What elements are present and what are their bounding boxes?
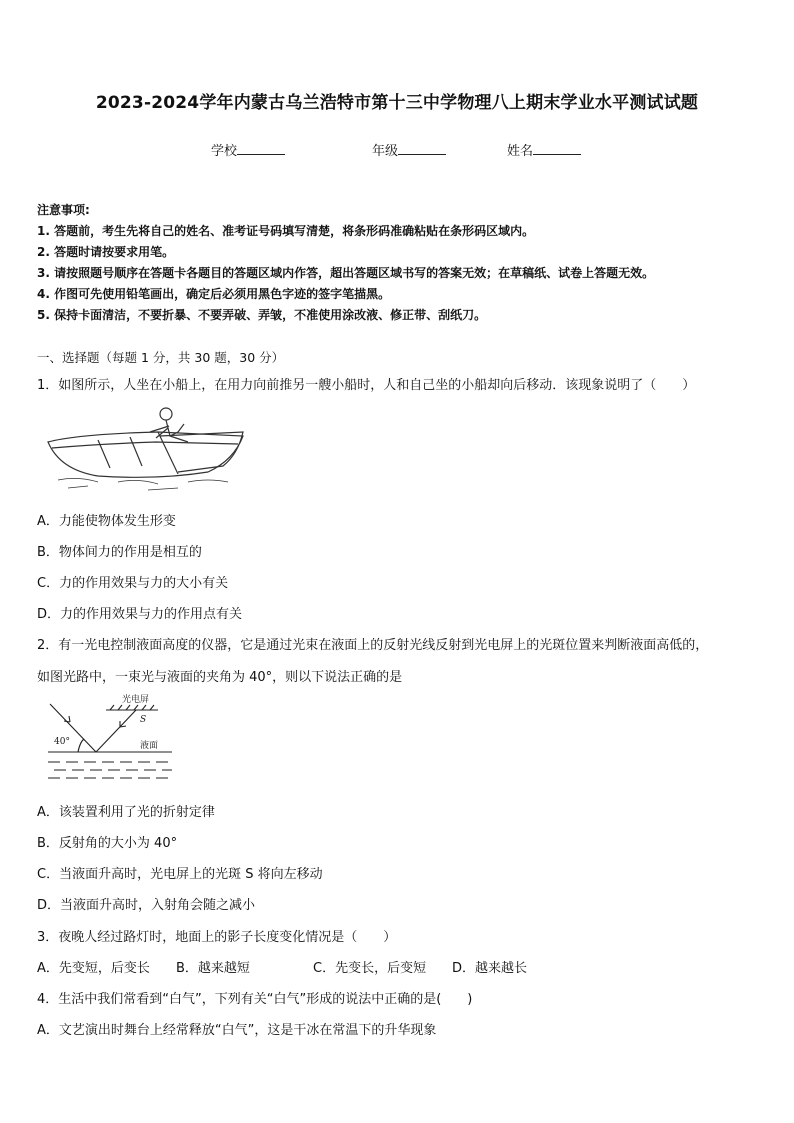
page-title: 2023-2024学年内蒙古乌兰浩特市第十三中学物理八上期末学业水平测试试题 — [95, 93, 699, 113]
name-blank[interactable] — [533, 142, 581, 155]
grade-field[interactable] — [372, 140, 446, 159]
name-field[interactable] — [507, 140, 581, 159]
screen-label: 光电屏 — [122, 695, 150, 705]
question-3-stem: 3．夜晚人经过路灯时，地面上的影子长度变化情况是（ ） — [37, 930, 397, 945]
question-3-option[interactable]: C．先变长，后变短 — [313, 961, 427, 976]
name-label: 姓名 — [507, 144, 534, 159]
question-1-option[interactable]: A．力能使物体发生形变 — [37, 514, 176, 529]
question-1-option[interactable]: C．力的作用效果与力的大小有关 — [37, 576, 229, 591]
question-1-option[interactable]: D．力的作用效果与力的作用点有关 — [37, 607, 243, 622]
notes-heading: 注意事项: — [37, 203, 90, 217]
question-2-stem-line-2: 如图光路中，一束光与液面的夹角为 40°，则以下说法正确的是 — [37, 670, 403, 685]
question-3-option[interactable]: A．先变短，后变长 — [37, 961, 150, 976]
note-item: 2. 答题时请按要求用笔。 — [37, 245, 175, 259]
angle-label: 40° — [54, 737, 70, 747]
question-1-stem: 1．如图所示，人坐在小船上，在用力向前推另一艘小船时，人和自己坐的小船却向后移动．该现象说明了（ ） — [37, 378, 696, 393]
note-item: 4. 作图可先使用铅笔画出，确定后必须用黑色字迹的签字笔描黑。 — [37, 287, 391, 301]
school-blank[interactable] — [237, 142, 285, 155]
question-3-option[interactable]: B．越来越短 — [176, 961, 250, 976]
boat-figure — [38, 402, 250, 494]
note-item: 5. 保持卡面清洁，不要折暴、不要弄破、弄皱，不准使用涂改液、修正带、刮纸刀。 — [37, 308, 487, 322]
question-2-option[interactable]: A．该装置利用了光的折射定律 — [37, 805, 215, 820]
grade-label: 年级 — [372, 144, 399, 159]
question-3-option[interactable]: D．越来越长 — [452, 961, 528, 976]
school-field[interactable] — [211, 140, 285, 159]
question-1-option[interactable]: B．物体间力的作用是相互的 — [37, 545, 202, 560]
question-2-option[interactable]: C．当液面升高时，光电屏上的光斑 S 将向左移动 — [37, 867, 323, 882]
school-label: 学校 — [211, 144, 238, 159]
question-2-option[interactable]: B．反射角的大小为 40° — [37, 836, 178, 851]
note-item: 3. 请按照题号顺序在答题卡各题目的答题区域内作答，超出答题区域书写的答案无效；在草稿纸、试卷上答题无效。 — [37, 266, 655, 280]
question-2-option[interactable]: D．当液面升高时，入射角会随之减小 — [37, 898, 256, 913]
question-4-option[interactable]: A．文艺演出时舞台上经常释放“白气”，这是干冰在常温下的升华现象 — [37, 1023, 437, 1038]
spot-label: S — [140, 715, 147, 725]
question-2-stem-line-1: 2．有一光电控制液面高度的仪器，它是通过光束在液面上的反射光线反射到光电屏上的光斑位置来判断液面高低的， — [37, 638, 709, 653]
section-heading: 一、选择题（每题 1 分，共 30 题，30 分） — [37, 350, 285, 365]
grade-blank[interactable] — [398, 142, 446, 155]
light-path-figure — [40, 690, 185, 790]
surface-label: 液面 — [140, 741, 159, 751]
question-4-stem: 4．生活中我们常看到“白气”，下列有关“白气”形成的说法中正确的是( ) — [37, 992, 473, 1007]
note-item: 1. 答题前，考生先将自己的姓名、准考证号码填写清楚，将条形码准确粘贴在条形码区域内。 — [37, 224, 535, 238]
